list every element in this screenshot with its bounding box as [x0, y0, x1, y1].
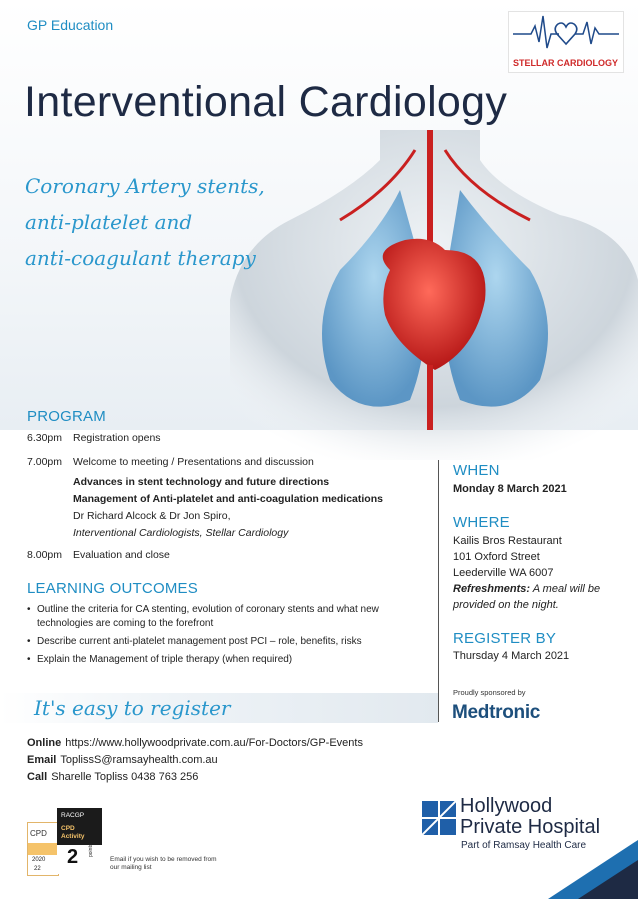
cpd-stripe: [28, 843, 58, 855]
sponsor-label: Proudly sponsored by: [453, 688, 526, 697]
outcome-item: • Outline the criteria for CA stenting, evolution of coronary stents and what new technologies are coming to the forefront: [27, 603, 382, 631]
when-heading: WHEN: [453, 462, 500, 479]
subtitle-line: Coronary Artery stents,: [25, 174, 265, 198]
heartbeat-heart-icon: [509, 12, 623, 54]
org-label: GP Education: [27, 17, 114, 33]
heart-anatomy-illustration: [230, 130, 638, 460]
program-time: 8.00pm: [27, 549, 63, 561]
where-heading: WHERE: [453, 514, 510, 531]
cpd-badge: [27, 808, 102, 874]
program-topic: Advances in stent technology and future directions: [73, 476, 330, 488]
program-text: Evaluation and close: [73, 549, 170, 561]
refreshments-text: A meal will be provided on the night.: [453, 583, 601, 611]
phone-number[interactable]: Sharelle Topliss 0438 763 256: [51, 771, 199, 783]
hospital-tagline: Part of Ramsay Health Care: [461, 840, 587, 851]
contact-label: Call: [27, 771, 48, 783]
hospital-name-line: Hollywood: [460, 795, 553, 817]
racgp-text: RACGP: [61, 812, 85, 819]
hospital-logo-icon: [422, 801, 456, 835]
contact-call: [27, 771, 198, 783]
outcome-item: • Describe current anti-platelet management post PCI – role, benefits, risks: [27, 635, 382, 649]
refreshments-note: [453, 581, 623, 613]
online-link[interactable]: https://www.hollywoodprivate.com.au/For-Doctors/GP-Events: [65, 737, 363, 749]
register-banner-text: It's easy to register: [34, 696, 231, 720]
cpd-left: [27, 822, 59, 876]
column-divider: [438, 460, 439, 722]
subtitle: [25, 168, 265, 276]
address-line: Kailis Bros Restaurant: [453, 535, 562, 547]
cpd-points-label: points: [88, 843, 94, 857]
email-link[interactable]: ToplissS@ramsayhealth.com.au: [60, 754, 218, 766]
sponsor-logo: Medtronic: [452, 702, 541, 723]
outcome-item: • Explain the Management of triple therapy (when required): [27, 653, 382, 667]
program-speaker-role: Interventional Cardiologists, Stellar Cardiology: [73, 527, 289, 539]
cpd-text: CPD: [30, 829, 47, 838]
cpd-year: 22: [34, 866, 41, 872]
subtitle-line: anti-platelet and: [25, 210, 193, 234]
address-line: 101 Oxford Street: [453, 551, 540, 563]
cpd-right: [57, 808, 102, 874]
program-text: Welcome to meeting / Presentations and discussion: [73, 456, 314, 468]
refreshments-label: Refreshments:: [453, 583, 531, 595]
program-time: 6.30pm: [27, 432, 63, 444]
stellar-cardiology-logo: [508, 11, 624, 73]
contact-online: [27, 737, 363, 749]
corner-decoration: [548, 840, 638, 899]
hospital-name-line: Private Hospital: [460, 816, 601, 838]
program-time: 7.00pm: [27, 456, 63, 468]
address-line: Leederville WA 6007: [453, 567, 554, 579]
cpd-points: 2: [67, 846, 79, 868]
cpd-activity-line: Activity: [61, 833, 85, 840]
register-by-heading: REGISTER BY: [453, 630, 557, 647]
contact-label: Online: [27, 737, 62, 749]
register-by-value: Thursday 4 March 2021: [453, 650, 570, 662]
program-speakers: Dr Richard Alcock & Dr Jon Spiro,: [73, 510, 231, 522]
cpd-activity-line: CPD: [61, 825, 75, 832]
outcomes-heading: LEARNING OUTCOMES: [27, 580, 198, 597]
outcomes-list: [27, 603, 382, 671]
program-topic: Management of Anti-platelet and anti-coagulation medications: [73, 493, 383, 505]
program-heading: PROGRAM: [27, 408, 106, 425]
page-title: Interventional Cardiology: [24, 78, 508, 126]
cpd-points-box: [57, 845, 102, 874]
program-text: Registration opens: [73, 432, 161, 444]
when-value: Monday 8 March 2021: [453, 483, 567, 495]
cpd-year: 2020: [32, 857, 46, 863]
subtitle-line: anti-coagulant therapy: [25, 246, 256, 270]
logo-text: STELLAR CARDIOLOGY: [513, 58, 618, 68]
where-address: [453, 533, 623, 613]
contact-email: [27, 754, 218, 766]
contact-label: Email: [27, 754, 57, 766]
mailing-note: Email if you wish to be removed from our mailing list: [110, 856, 217, 871]
